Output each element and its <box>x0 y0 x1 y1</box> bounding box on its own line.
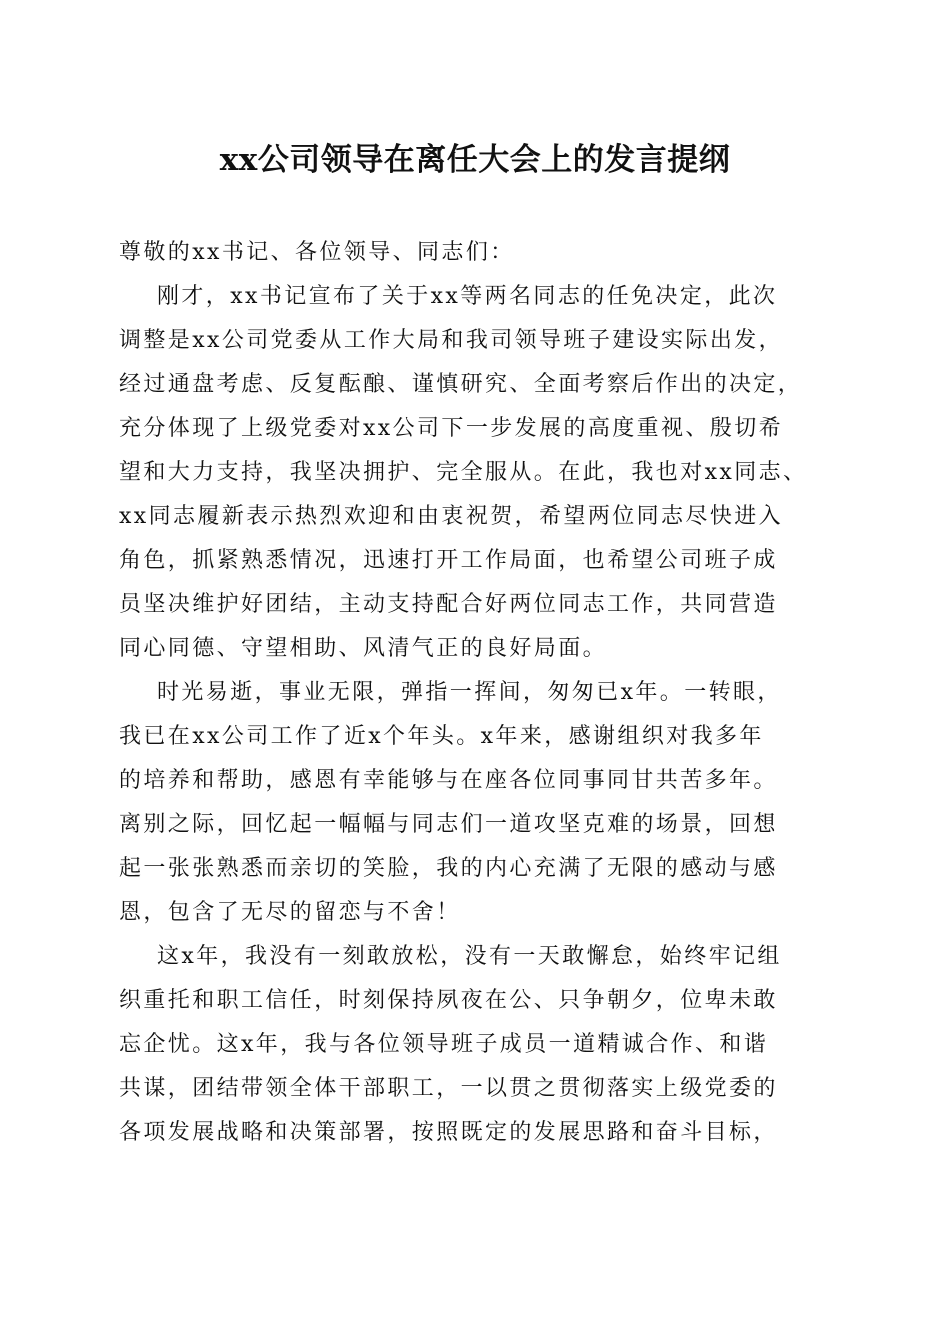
paragraph-line: 织重托和职工信任，时刻保持夙夜在公、只争朝夕，位卑未敢 <box>119 988 778 1013</box>
paragraph-line: 恩，包含了无尽的留恋与不舍！ <box>119 900 461 925</box>
paragraph-line: 起一张张熟悉而亲切的笑脸，我的内心充满了无限的感动与感 <box>119 856 778 881</box>
paragraph-1 <box>119 275 839 671</box>
paragraph-line: 的培养和帮助，感恩有幸能够与在座各位同事同甘共苦多年。 <box>119 768 778 793</box>
paragraph-line: 共谋，团结带领全体干部职工，一以贯之贯彻落实上级党委的 <box>119 1076 778 1101</box>
salutation: 尊敬的xx书记、各位领导、同志们： <box>119 240 515 265</box>
paragraph-line: 各项发展战略和决策部署，按照既定的发展思路和奋斗目标， <box>119 1120 778 1145</box>
document-title: xx公司领导在离任大会上的发言提纲 <box>219 142 731 178</box>
paragraph-line: 望和大力支持，我坚决拥护、完全服从。在此，我也对xx同志、 <box>119 460 808 485</box>
paragraph-line: 这x年，我没有一刻敢放松，没有一天敢懈怠，始终牢记组 <box>157 944 782 969</box>
paragraph-line: 离别之际，回忆起一幅幅与同志们一道攻坚克难的场景，回想 <box>119 812 778 837</box>
paragraph-2 <box>119 671 839 935</box>
paragraph-line: 忘企忧。这x年，我与各位领导班子成员一道精诚合作、和谐 <box>119 1032 769 1057</box>
document-body <box>119 231 839 1155</box>
paragraph-line: 我已在xx公司工作了近x个年头。x年来，感谢组织对我多年 <box>119 724 764 749</box>
paragraph-line: 调整是xx公司党委从工作大局和我司领导班子建设实际出发， <box>119 328 784 353</box>
paragraph-line: 同心同德、守望相助、风清气正的良好局面。 <box>119 636 608 661</box>
paragraph-line: 充分体现了上级党委对xx公司下一步发展的高度重视、殷切希 <box>119 416 784 441</box>
paragraph-line: xx同志履新表示热烈欢迎和由衷祝贺，希望两位同志尽快进入 <box>119 504 784 529</box>
paragraph-line: 时光易逝，事业无限，弹指一挥间，匆匆已x年。一转眼， <box>157 680 782 705</box>
paragraph-line: 员坚决维护好团结，主动支持配合好两位同志工作，共同营造 <box>119 592 778 617</box>
paragraph-line: 经过通盘考虑、反复酝酿、谨慎研究、全面考察后作出的决定， <box>119 372 803 397</box>
paragraph-line: 角色，抓紧熟悉情况，迅速打开工作局面，也希望公司班子成 <box>119 548 778 573</box>
paragraph-3 <box>119 935 839 1155</box>
paragraph-line: 刚才，xx书记宣布了关于xx等两名同志的任免决定，此次 <box>157 284 778 309</box>
